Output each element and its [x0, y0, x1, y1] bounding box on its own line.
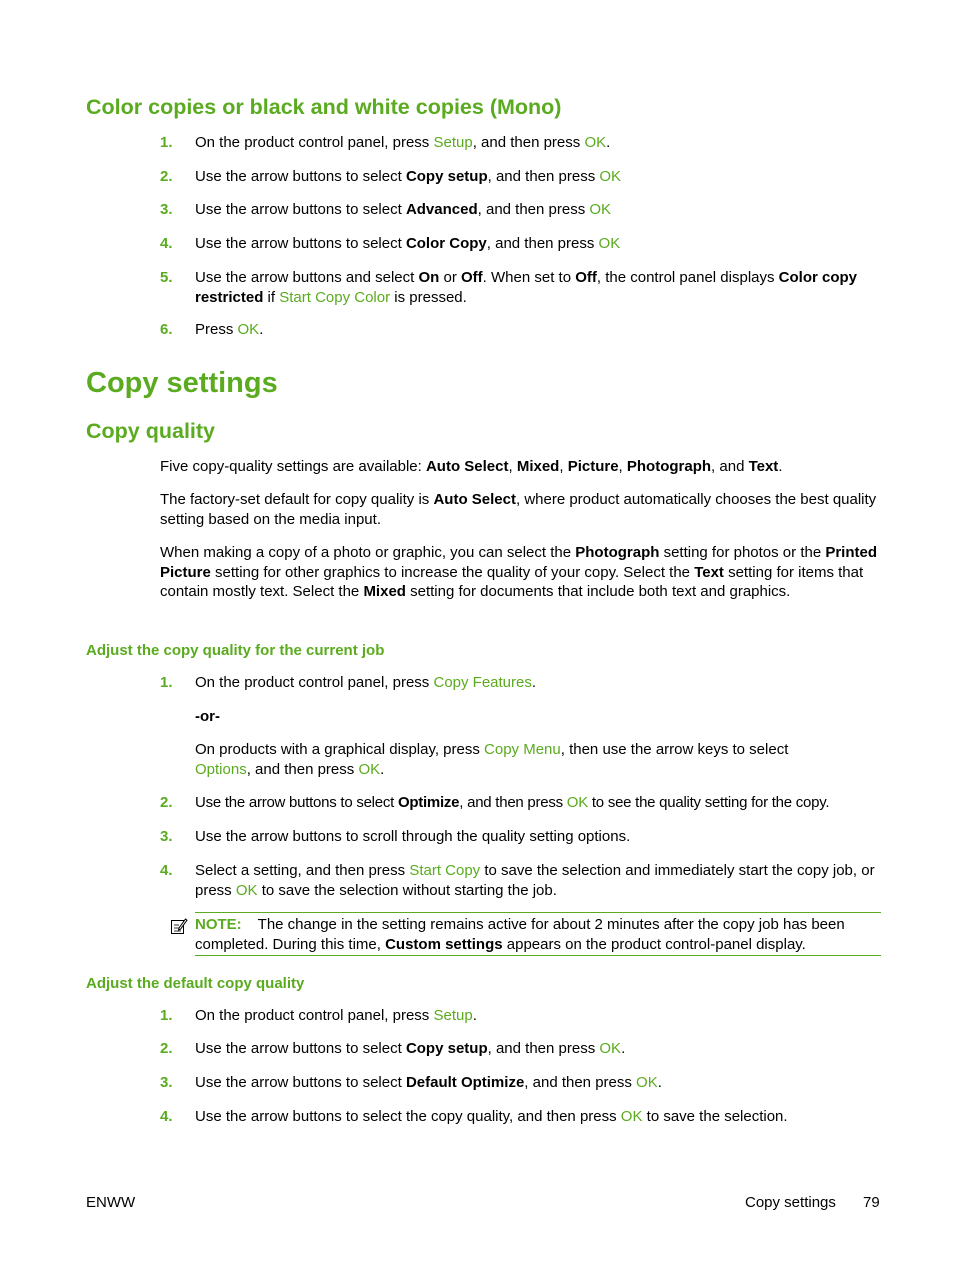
step-text-part: , and then press: [477, 201, 590, 218]
step-text-part: Use the arrow buttons to select: [195, 794, 398, 811]
step-text-part: Select a setting, and then press: [195, 862, 410, 879]
step-number: 1.: [160, 1007, 173, 1024]
step-text-part: Use the arrow buttons to select: [195, 1074, 406, 1091]
note-text: appears on the product control-panel display.: [502, 935, 806, 953]
button-ok: OK: [566, 794, 588, 811]
button-ok: OK: [599, 1040, 622, 1057]
button-start-copy-color: Start Copy Color: [279, 288, 391, 306]
button-ok: OK: [235, 881, 258, 899]
step-text-part: , and then press: [487, 1040, 600, 1057]
step-number: 4.: [160, 1108, 173, 1125]
step-text-part: Use the arrow buttons and select: [195, 269, 419, 286]
note-text: The change in the setting remains active for about 2 minutes after the copy job has been completed. During this time,: [195, 916, 845, 953]
step-text: [195, 1006, 885, 1026]
step-text-part: , and then press: [486, 235, 599, 252]
paragraph-text: .: [778, 458, 783, 475]
step-text: [195, 167, 885, 187]
message-custom-settings: Custom settings: [385, 935, 503, 953]
button-ok: OK: [237, 321, 260, 338]
step-text-part: .: [380, 760, 385, 778]
step-text-part: Use the arrow buttons to select: [195, 201, 406, 218]
setting-auto-select: Auto Select: [425, 458, 509, 475]
menu-item-bold: Color Copy: [405, 235, 487, 252]
setting-auto-select: Auto Select: [433, 491, 516, 508]
step-number: 2.: [160, 168, 173, 185]
paragraph-text: setting for documents that include both text and graphics.: [405, 583, 791, 600]
step-text: [195, 1073, 885, 1093]
note-pencil-icon: [170, 917, 188, 935]
paragraph-default: [160, 490, 885, 529]
paragraph-text: setting for items that contain mostly text. Select the: [160, 563, 864, 600]
button-ok: OK: [598, 235, 621, 252]
button-start-copy: Start Copy: [409, 862, 481, 879]
step-text-part: Use the arrow buttons to select the copy quality, and then press: [195, 1108, 621, 1125]
step-text-part: Press: [195, 321, 238, 338]
chapter-title-copy-settings: Copy settings: [86, 367, 278, 399]
menu-item-copy-setup: Copy setup: [405, 1040, 488, 1057]
note-box: [195, 912, 881, 956]
footer-left: ENWW: [86, 1194, 136, 1211]
step-text: [195, 268, 885, 307]
step-text-part: , and then press: [459, 794, 567, 811]
setting-text: Text: [748, 458, 779, 475]
setting-picture: Picture: [567, 458, 619, 475]
step-text-part: .: [472, 1007, 477, 1024]
step-number: 1.: [160, 134, 173, 151]
step-text: [195, 1107, 885, 1127]
message-color-copy-restricted: Color copy restricted: [195, 269, 858, 306]
step-text-part: . When set to: [482, 269, 576, 286]
setting-printed-picture: Printed Picture: [160, 544, 878, 581]
step-text-part: is pressed.: [390, 288, 467, 306]
step-text-part: .: [657, 1074, 662, 1091]
option-off: Off: [461, 269, 483, 286]
button-ok: OK: [589, 201, 612, 218]
step-text-part: Use the arrow buttons to select: [195, 1040, 406, 1057]
button-ok: OK: [599, 168, 622, 185]
setting-mixed: Mixed: [516, 458, 560, 475]
step-text-part: On the product control panel, press: [195, 134, 434, 151]
step-text: [195, 1039, 885, 1059]
step-text-part: .: [259, 321, 264, 338]
paragraph-quality-settings: [160, 457, 885, 477]
menu-copy-menu: Copy Menu: [484, 741, 561, 758]
step-text: [195, 827, 885, 847]
step-text-part: to save the selection and immediately start the copy job, or press: [195, 862, 875, 899]
step-number: 2.: [160, 794, 173, 811]
step-text-part: to see the quality setting for the copy.: [587, 794, 830, 811]
paragraph-photo-graphic: [160, 543, 885, 602]
step-number: 3.: [160, 201, 173, 218]
section-title-color-mono: Color copies or black and white copies (Mono): [86, 95, 562, 119]
step-text-part: Use the arrow buttons to scroll through the quality setting options.: [195, 828, 631, 845]
step-text-part: .: [621, 1040, 626, 1057]
step-text-part: .: [531, 674, 537, 691]
paragraph-text: When making a copy of a photo or graphic, you can select the: [160, 544, 576, 561]
setting-photograph: Photograph: [575, 544, 660, 561]
step-number: 2.: [160, 1040, 173, 1057]
step-text: [195, 234, 885, 254]
menu-item-options: Options: [195, 760, 247, 778]
setting-photograph: Photograph: [626, 458, 712, 475]
step-text-part: Use the arrow buttons to select: [195, 235, 406, 252]
step-number: 4.: [160, 862, 173, 879]
menu-item-default-optimize: Default Optimize: [405, 1074, 525, 1091]
menu-item-bold: Copy setup: [405, 168, 488, 185]
step-text-part: , and then press: [487, 168, 600, 185]
step-number: 6.: [160, 321, 173, 338]
paragraph-text: ,: [618, 458, 627, 475]
menu-item-setup: Setup: [433, 134, 473, 151]
section-title-copy-quality: Copy quality: [86, 419, 216, 443]
button-ok: OK: [620, 1108, 643, 1125]
step-number: 1.: [160, 674, 173, 691]
step-text-part: , and then press: [524, 1074, 637, 1091]
step-number: 3.: [160, 1074, 173, 1091]
subsection-title-default-quality: Adjust the default copy quality: [86, 975, 305, 992]
button-ok: OK: [636, 1074, 658, 1091]
option-off: Off: [575, 269, 597, 286]
step-text-part: , and then press: [472, 134, 585, 151]
step-text: [195, 320, 885, 340]
step-text: [195, 133, 885, 153]
step-number: 5.: [160, 269, 173, 286]
step-alternative-text: [195, 740, 845, 779]
step-text-part: On products with a graphical display, press: [195, 741, 485, 758]
step-number: 4.: [160, 235, 173, 252]
step-text-part: Use the arrow buttons to select: [195, 168, 406, 185]
step-number: 3.: [160, 828, 173, 845]
paragraph-text: Five copy-quality settings are available:: [160, 458, 426, 475]
step-text-part: On the product control panel, press: [195, 1007, 434, 1024]
or-separator: -or-: [195, 708, 220, 725]
button-copy-features: Copy Features: [433, 674, 532, 691]
page-number: 79: [863, 1194, 880, 1211]
menu-item-optimize: Optimize: [397, 794, 460, 811]
step-text-part: .: [606, 134, 611, 151]
option-on: On: [418, 269, 440, 286]
paragraph-text: ,: [508, 458, 517, 475]
subsection-title-current-job: Adjust the copy quality for the current job: [86, 642, 385, 659]
paragraph-text: setting for other graphics to increase the quality of your copy. Select the: [210, 563, 695, 581]
menu-item-setup: Setup: [433, 1007, 473, 1024]
step-text-part: , and then press: [246, 760, 359, 778]
step-text-part: , then use the arrow keys to select: [560, 741, 789, 758]
step-text: [195, 673, 885, 693]
step-text-part: or: [439, 269, 461, 286]
step-text-part: to save the selection.: [642, 1108, 788, 1125]
step-text-part: if: [263, 288, 280, 306]
step-text: [195, 793, 885, 813]
button-ok: OK: [358, 760, 381, 778]
step-text: [195, 861, 885, 900]
step-text: [195, 200, 885, 220]
paragraph-text: ,: [559, 458, 568, 475]
step-text-part: , the control panel displays: [596, 269, 779, 286]
paragraph-text: , and: [711, 458, 749, 475]
button-ok: OK: [584, 134, 607, 151]
paragraph-text: setting for photos or the: [659, 544, 826, 561]
setting-mixed: Mixed: [363, 583, 406, 600]
paragraph-text: The factory-set default for copy quality is: [160, 491, 434, 508]
menu-item-bold: Advanced: [405, 201, 478, 218]
step-text-part: to save the selection without starting the job.: [257, 881, 557, 899]
setting-text: Text: [694, 563, 724, 581]
paragraph-text: , where product automatically chooses the best quality setting based on the media input.: [160, 491, 877, 528]
footer-section: Copy settings: [745, 1194, 836, 1211]
note-label: NOTE:: [195, 916, 242, 933]
step-text-part: On the product control panel, press: [195, 674, 434, 691]
